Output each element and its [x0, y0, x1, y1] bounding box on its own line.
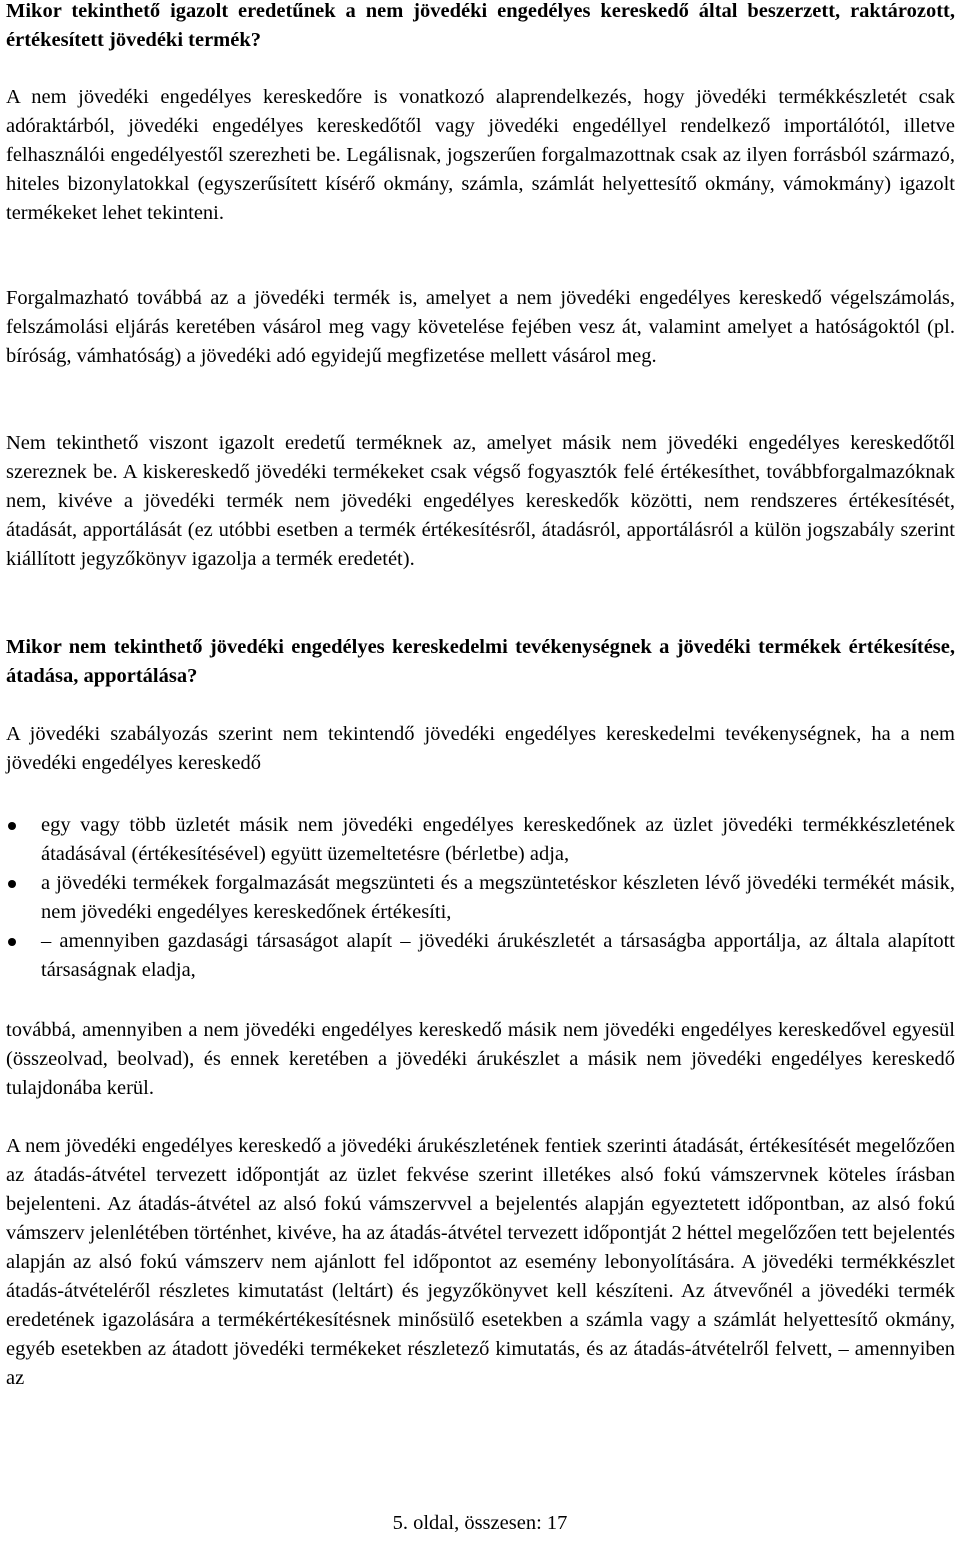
section-heading-1: Mikor tekinthető igazolt eredetűnek a nem jövedéki engedélyes kereskedő által beszerzett, raktározott, értékesített jövedéki termék? — [6, 0, 955, 51]
list-item — [6, 869, 955, 927]
bullet-icon — [8, 822, 16, 830]
bullet-icon — [8, 938, 16, 946]
paragraph-5: továbbá, amennyiben a nem jövedéki engedélyes kereskedő másik nem jövedéki engedélyes kereskedővel egyesül (összeolvad, beolvad), és ennek keretében a jövedéki árukészlet a másik nem jövedéki engedélyes kereskedő tulajdonába kerül. — [6, 1019, 955, 1099]
paragraph-1-text: A nem jövedéki engedélyes kereskedőre is vonatkozó alaprendelkezés, hogy jövedéki termékkészletét csak adóraktárból, jövedéki engedélyes kereskedőtől vagy jövedéki engedéllyel rendelkező importálótól, illetve felhasználói engedélyestől szerezheti be. Legálisnak, jogszerűen forgalmazottnak csak az ilyen forrásból származó, hiteles bizonylatokkal (egyszerűsített kísérő okmány, számla, számlát helyettesítő okmány, vámokmány) igazolt termékeket lehet tekinteni. — [6, 86, 955, 224]
section-heading-2: Mikor nem tekinthető jövedéki engedélyes kereskedelmi tevékenységnek a jövedéki termékek értékesítése, átadása, apportálása? — [6, 636, 955, 687]
paragraph-6: A nem jövedéki engedélyes kereskedő a jövedéki árukészletének fentiek szerinti átadását, értékesítését megelőzően az átadás-átvétel tervezett időpontját az üzlet fekvése szerint illetékes alsó fokú vámszervnek köteles írásban bejelenteni. Az átadás-átvétel az alsó fokú vámszervvel a bejelentés alapján egyeztetett időpontban, az alsó fokú vámszerv jelenlétében történhet, kivéve, ha az átadás-átvétel tervezett időpontját 2 héttel megelőzően tett bejelentés alapján az alsó fokú vámszerv nem ajánlott fel időpontot az esemény lebonyolítására. A jövedéki termékkészlet átadás-átvételéről részletes kimutatást (leltárt) és jegyzőkönyvet kell készíteni. Az átvevőnél a jövedéki termék eredetének igazolására a termékértékesítésnek minősülő esetekben a számla vagy a számlát helyettesítő okmány, egyéb esetekben az átadott jövedéki termékeket részletező kimutatás, és az átadás-átvételről felvett, – amennyiben az — [6, 1135, 955, 1389]
paragraph-3: Nem tekinthető viszont igazolt eredetű terméknek az, amelyet másik nem jövedéki engedélyes kereskedőtől szereznek be. A kiskereskedő jövedéki termékeket csak végső fogyasztók felé értékesíthet, továbbforgalmazóknak nem, kivéve a jövedéki termék nem jövedéki engedélyes kereskedők közötti, nem rendszeres értékesítését, átadását, apportálását (ez utóbbi esetben a termék értékesítésről, átadásról, apportálásról a külön jogszabály szerint kiállított jegyzőkönyv igazolja a termék eredetét). — [6, 432, 955, 570]
bullet-icon — [8, 880, 16, 888]
list-item — [6, 811, 955, 869]
paragraph-4: A jövedéki szabályozás szerint nem tekintendő jövedéki engedélyes kereskedelmi tevékenységnek, ha a nem jövedéki engedélyes kereskedő — [6, 723, 955, 774]
list-item-text: egy vagy több üzletét másik nem jövedéki engedélyes kereskedőnek az üzlet jövedéki termékkészletének átadásával (értékesítésével) együtt üzemeltetésre (bérletbe) adja, — [41, 814, 955, 865]
list-item-text: a jövedéki termékek forgalmazását megszünteti és a megszüntetéskor készleten lévő jövedéki termékét másik, nem jövedéki engedélyes kereskedőnek értékesíti, — [41, 872, 955, 923]
paragraph-1 — [6, 83, 955, 228]
paragraph-2: Forgalmazható továbbá az a jövedéki termék is, amelyet a nem jövedéki engedélyes kereskedő végelszámolás, felszámolási eljárás keretében vásárol meg vagy követelése fejében vesz át, valamint amelyet a hatóságoktól (pl. bíróság, vámhatóság) a jövedéki adó egyidejű megfizetése mellett vásárol meg. — [6, 287, 955, 367]
bullet-list — [6, 811, 955, 985]
page-number-footer: 5. oldal, összesen: 17 — [392, 1512, 568, 1534]
list-item-text: – amennyiben gazdasági társaságot alapít – jövedéki árukészletét a társaságba apportálja, az általa alapított társaságnak eladja, — [41, 930, 955, 981]
list-item — [6, 927, 955, 985]
